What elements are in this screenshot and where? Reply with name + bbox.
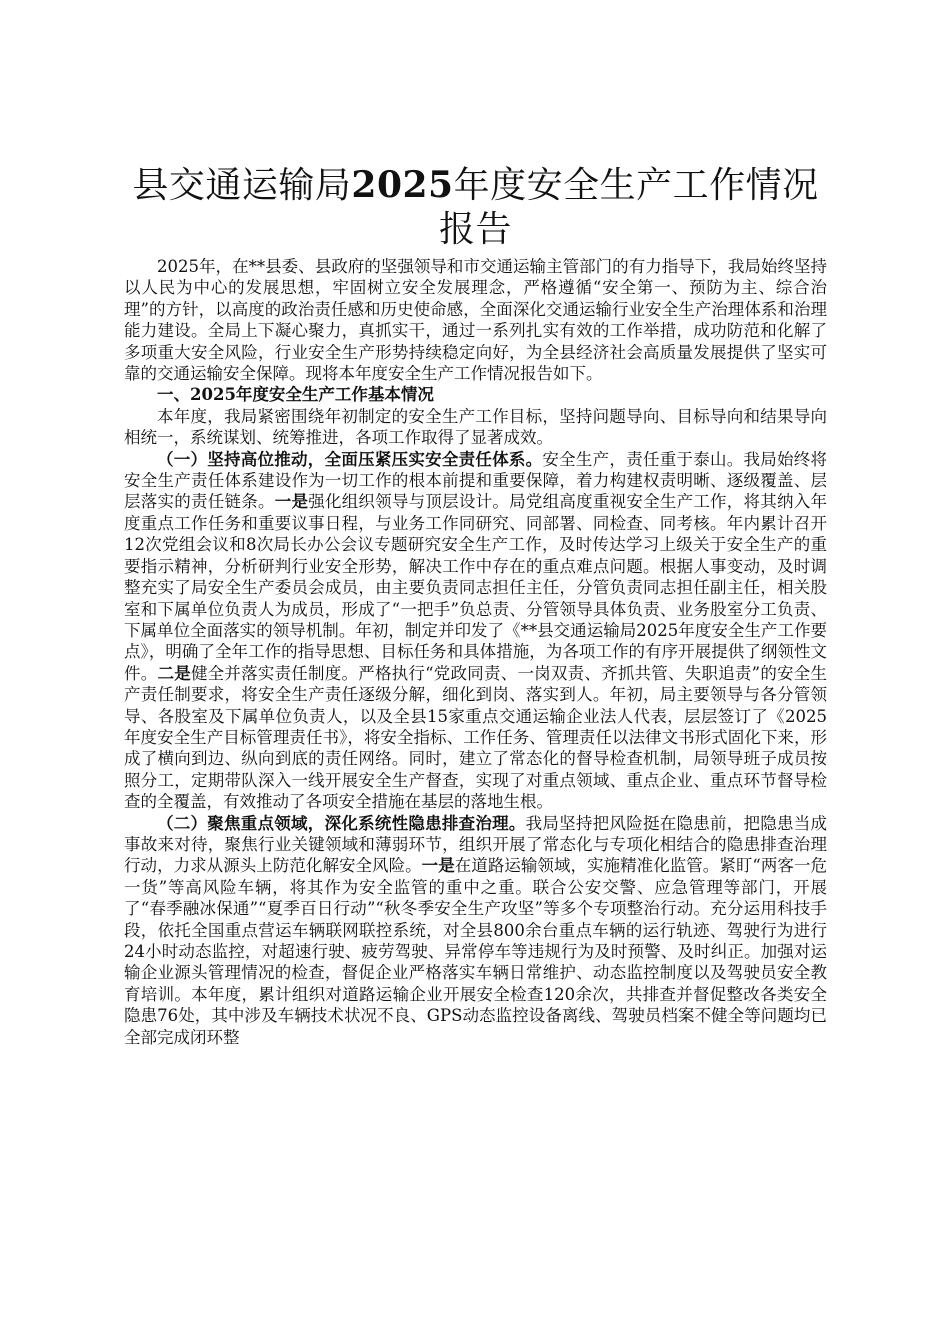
title-prefix: 县交通运输局 [132, 165, 352, 206]
section-1-intro: 本年度，我局紧密围绕年初制定的安全生产工作目标，坚持问题导向、目标导向和结果导向相统一，系统谋划、统筹推进，各项工作取得了显著成效。 [124, 406, 827, 448]
subsection-1-paragraph [124, 449, 827, 813]
subsection-2-text-b: 在道路运输领域，实施精准化监管。紧盯“两客一危一货”等高风险车辆，将其作为安全监管的重中之重。联合公安交警、应急管理等部门，开展了“春季融冰保通”“夏季百日行动”“秋冬季安全生产攻坚”等多个专项整治行动。充分运用科技手段，依托全国重点营运车辆联网联控系统，对全县800余台重点车辆的运行轨迹、驾驶行为进行24小时动态监控，对超速行驶、疲劳驾驶、异常停车等违规行为及时预警、及时纠正。加强对运输企业源头管理情况的检查，督促企业严格落实车辆日常维护、动态监控制度以及驾驶员安全教育培训。本年度，累计组织对道路运输企业开展安全检查120余次，共排查并督促整改各类安全隐患76处，其中涉及车辆技术状况不良、GPS动态监控设备离线、驾驶员档案不健全等问题均已全部完成闭环整 [124, 856, 828, 1047]
title-year: 2025 [351, 164, 454, 206]
subsection-1-lead: （一）坚持高位推动，全面压紧压实安全责任体系。 [157, 449, 543, 469]
subsection-1-ordinal-2: 二是 [157, 663, 191, 683]
intro-paragraph: 2025年，在**县委、县政府的坚强领导和市交通运输主管部门的有力指导下，我局始终坚持以人民为中心的发展思想，牢固树立安全发展理念，严格遵循“安全第一、预防为主、综合治理”的方针，以高度的政治责任感和历史使命感，全面深化交通运输行业安全生产治理体系和治理能力建设。全局上下凝心聚力，真抓实干，通过一系列扎实有效的工作举措，成功防范和化解了多项重大安全风险，行业安全生产形势持续稳定向好，为全县经济社会高质量发展提供了坚实可靠的交通运输安全保障。现将本年度安全生产工作情况报告如下。 [124, 257, 827, 384]
subsection-2-lead: （二）聚焦重点领域，深化系统性隐患排查治理。 [157, 813, 526, 833]
subsection-1-ordinal-1: 一是 [274, 492, 309, 512]
section-1-heading: 一、2025年度安全生产工作基本情况 [157, 385, 434, 405]
document-page [124, 163, 827, 1048]
document-title [124, 163, 827, 252]
document-body [124, 256, 827, 1048]
subsection-2-text-a: 我局坚持把风险挺在隐患前，把隐患当成事故来对待，聚焦行业关键领域和薄弱环节，组织开展了常态化与专项化相结合的隐患排查治理行动，力求从源头上防范化解安全风险。 [124, 813, 828, 876]
subsection-2-ordinal-1: 一是 [421, 856, 455, 876]
subsection-2-paragraph [124, 813, 827, 1048]
title-suffix: 年度安全生产工作情况报告 [438, 165, 819, 250]
subsection-1-text-a: 安全生产，责任重于泰山。我局始终将安全生产责任体系建设作为一切工作的根本前提和重要保障，着力构建权责明晰、逐级覆盖、层层落实的责任链条。 [124, 449, 828, 512]
subsection-1-text-c: 健全并落实责任制度。严格执行“党政同责、一岗双责、齐抓共管、失职追责”的安全生产责任制要求，将安全生产责任逐级分解，细化到岗、落实到人。年初，局主要领导与各分管领导、各股室及下属单位负责人，以及全县15家重点交通运输企业法人代表，层层签订了《2025年度安全生产目标管理责任书》，将安全指标、工作任务、管理责任以法律文书形式固化下来，形成了横向到边、纵向到底的责任网络。同时，建立了常态化的督导检查机制，局领导班子成员按照分工，定期带队深入一线开展安全生产督查，实现了对重点领域、重点企业、重点环节督导检查的全覆盖，有效推动了各项安全措施在基层的落地生根。 [124, 663, 828, 812]
subsection-1-text-b: 强化组织领导与顶层设计。局党组高度重视安全生产工作，将其纳入年度重点工作任务和重要议事日程，与业务工作同研究、同部署、同检查、同考核。年内累计召开12次党组会议和8次局长办公会议专题研究安全生产工作，及时传达学习上级关于安全生产的重要指示精神，分析研判行业安全形势，解决工作中存在的重点难点问题。根据人事变动，及时调整充实了局安全生产委员会成员，由主要负责同志担任主任，分管负责同志担任副主任，相关股室和下属单位负责人为成员，形成了“一把手”负总责、分管领导具体负责、业务股室分工负责、下属单位全面落实的领导机制。年初，制定并印发了《**县交通运输局2025年度安全生产工作要点》，明确了全年工作的指导思想、目标任务和具体措施，为各项工作的有序开展提供了纲领性文件。 [124, 492, 828, 683]
